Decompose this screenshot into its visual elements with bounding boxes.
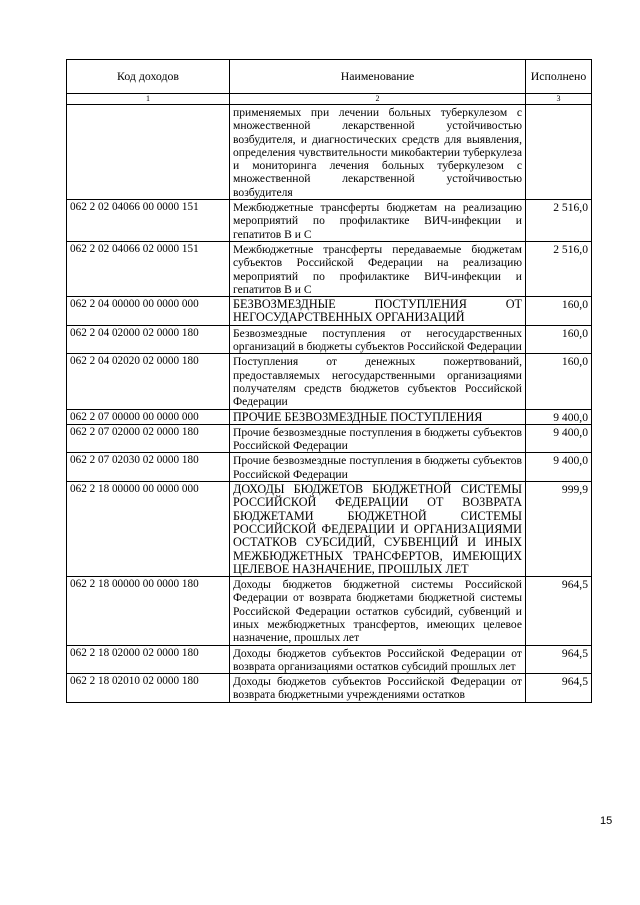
header-name: Наименование	[230, 60, 526, 94]
table-row	[67, 674, 592, 703]
row-amount: 964,5	[526, 674, 592, 703]
column-number-3: 3	[526, 94, 592, 105]
row-code: 062 2 18 00000 00 0000 180	[67, 577, 230, 645]
row-name: Прочие безвозмездные поступления в бюджеты субъектов Российской Федерации	[230, 453, 526, 482]
row-code: 062 2 18 00000 00 0000 000	[67, 482, 230, 577]
row-amount: 964,5	[526, 577, 592, 645]
row-amount: 2 516,0	[526, 200, 592, 242]
table-row	[67, 105, 592, 200]
page-number: 15	[600, 815, 613, 827]
row-code: 062 2 04 02020 02 0000 180	[67, 354, 230, 409]
table-row	[67, 482, 592, 577]
table-row	[67, 453, 592, 482]
column-number-row	[67, 94, 592, 105]
row-amount: 9 400,0	[526, 453, 592, 482]
row-name: Доходы бюджетов субъектов Российской Федерации от возврата организациями остатков субсидий прошлых лет	[230, 645, 526, 674]
row-name: Межбюджетные трансферты бюджетам на реализацию мероприятий по профилактике ВИЧ-инфекции и гепатитов В и С	[230, 200, 526, 242]
row-amount: 160,0	[526, 297, 592, 326]
row-code: 062 2 07 02030 02 0000 180	[67, 453, 230, 482]
row-code: 062 2 18 02010 02 0000 180	[67, 674, 230, 703]
row-code: 062 2 02 04066 00 0000 151	[67, 200, 230, 242]
row-amount: 9 400,0	[526, 424, 592, 453]
row-name: ПРОЧИЕ БЕЗВОЗМЕЗДНЫЕ ПОСТУПЛЕНИЯ	[230, 409, 526, 424]
row-name: Доходы бюджетов бюджетной системы Российской Федерации от возврата бюджетами бюджетной системы Российской Федерации остатков субсидий, субвенций и иных межбюджетных трансфертов, имеющих целевое назначение, прошлых лет	[230, 577, 526, 645]
row-code: 062 2 04 02000 02 0000 180	[67, 325, 230, 354]
row-name: применяемых при лечении больных туберкулезом с множественной лекарственной устойчивостью возбудителя, и диагностических средств для выявления, определения чувствительности микобактерии туберкулеза и мониторинга лечения больных туберкулезом с множественной лекарственной устойчивостью возбудителя	[230, 105, 526, 200]
table-row	[67, 577, 592, 645]
row-amount: 964,5	[526, 645, 592, 674]
revenue-table	[66, 59, 592, 703]
row-amount: 2 516,0	[526, 241, 592, 296]
row-code: 062 2 07 02000 02 0000 180	[67, 424, 230, 453]
table-row	[67, 354, 592, 409]
row-name: ДОХОДЫ БЮДЖЕТОВ БЮДЖЕТНОЙ СИСТЕМЫ РОССИЙСКОЙ ФЕДЕРАЦИИ ОТ ВОЗВРАТА БЮДЖЕТАМИ БЮДЖЕТНОЙ СИСТЕМЫ РОССИЙСКОЙ ФЕДЕРАЦИИ И ОРГАНИЗАЦИЯМИ ОСТАТКОВ СУБСИДИЙ, СУБВЕНЦИЙ И ИНЫХ МЕЖБЮДЖЕТНЫХ ТРАНСФЕРТОВ, ИМЕЮЩИХ ЦЕЛЕВОЕ НАЗНАЧЕНИЕ, ПРОШЛЫХ ЛЕТ	[230, 482, 526, 577]
row-amount	[526, 105, 592, 200]
row-amount: 9 400,0	[526, 409, 592, 424]
table-row	[67, 200, 592, 242]
table-row	[67, 297, 592, 326]
table-row	[67, 645, 592, 674]
header-code: Код доходов	[67, 60, 230, 94]
row-name: Прочие безвозмездные поступления в бюджеты субъектов Российской Федерации	[230, 424, 526, 453]
row-code	[67, 105, 230, 200]
table-row	[67, 424, 592, 453]
row-amount: 999,9	[526, 482, 592, 577]
row-name: Межбюджетные трансферты передаваемые бюджетам субъектов Российской Федерации на реализацию мероприятий по профилактике ВИЧ-инфекции и гепатитов В и С	[230, 241, 526, 296]
row-code: 062 2 04 00000 00 0000 000	[67, 297, 230, 326]
row-name: Поступления от денежных пожертвований, предоставляемых негосударственными организациями получателям средств бюджетов субъектов Российской Федерации	[230, 354, 526, 409]
table-row	[67, 325, 592, 354]
row-name: Безвозмездные поступления от негосударственных организаций в бюджеты субъектов Российской Федерации	[230, 325, 526, 354]
row-code: 062 2 18 02000 02 0000 180	[67, 645, 230, 674]
row-amount: 160,0	[526, 354, 592, 409]
table-row	[67, 241, 592, 296]
column-number-1: 1	[67, 94, 230, 105]
column-number-2: 2	[230, 94, 526, 105]
table-row	[67, 409, 592, 424]
row-name: БЕЗВОЗМЕЗДНЫЕ ПОСТУПЛЕНИЯ ОТ НЕГОСУДАРСТВЕННЫХ ОРГАНИЗАЦИЙ	[230, 297, 526, 326]
row-name: Доходы бюджетов субъектов Российской Федерации от возврата бюджетными учреждениями остатков	[230, 674, 526, 703]
row-code: 062 2 07 00000 00 0000 000	[67, 409, 230, 424]
row-code: 062 2 02 04066 02 0000 151	[67, 241, 230, 296]
row-amount: 160,0	[526, 325, 592, 354]
header-executed: Исполнено	[526, 60, 592, 94]
table-header-row	[67, 60, 592, 94]
